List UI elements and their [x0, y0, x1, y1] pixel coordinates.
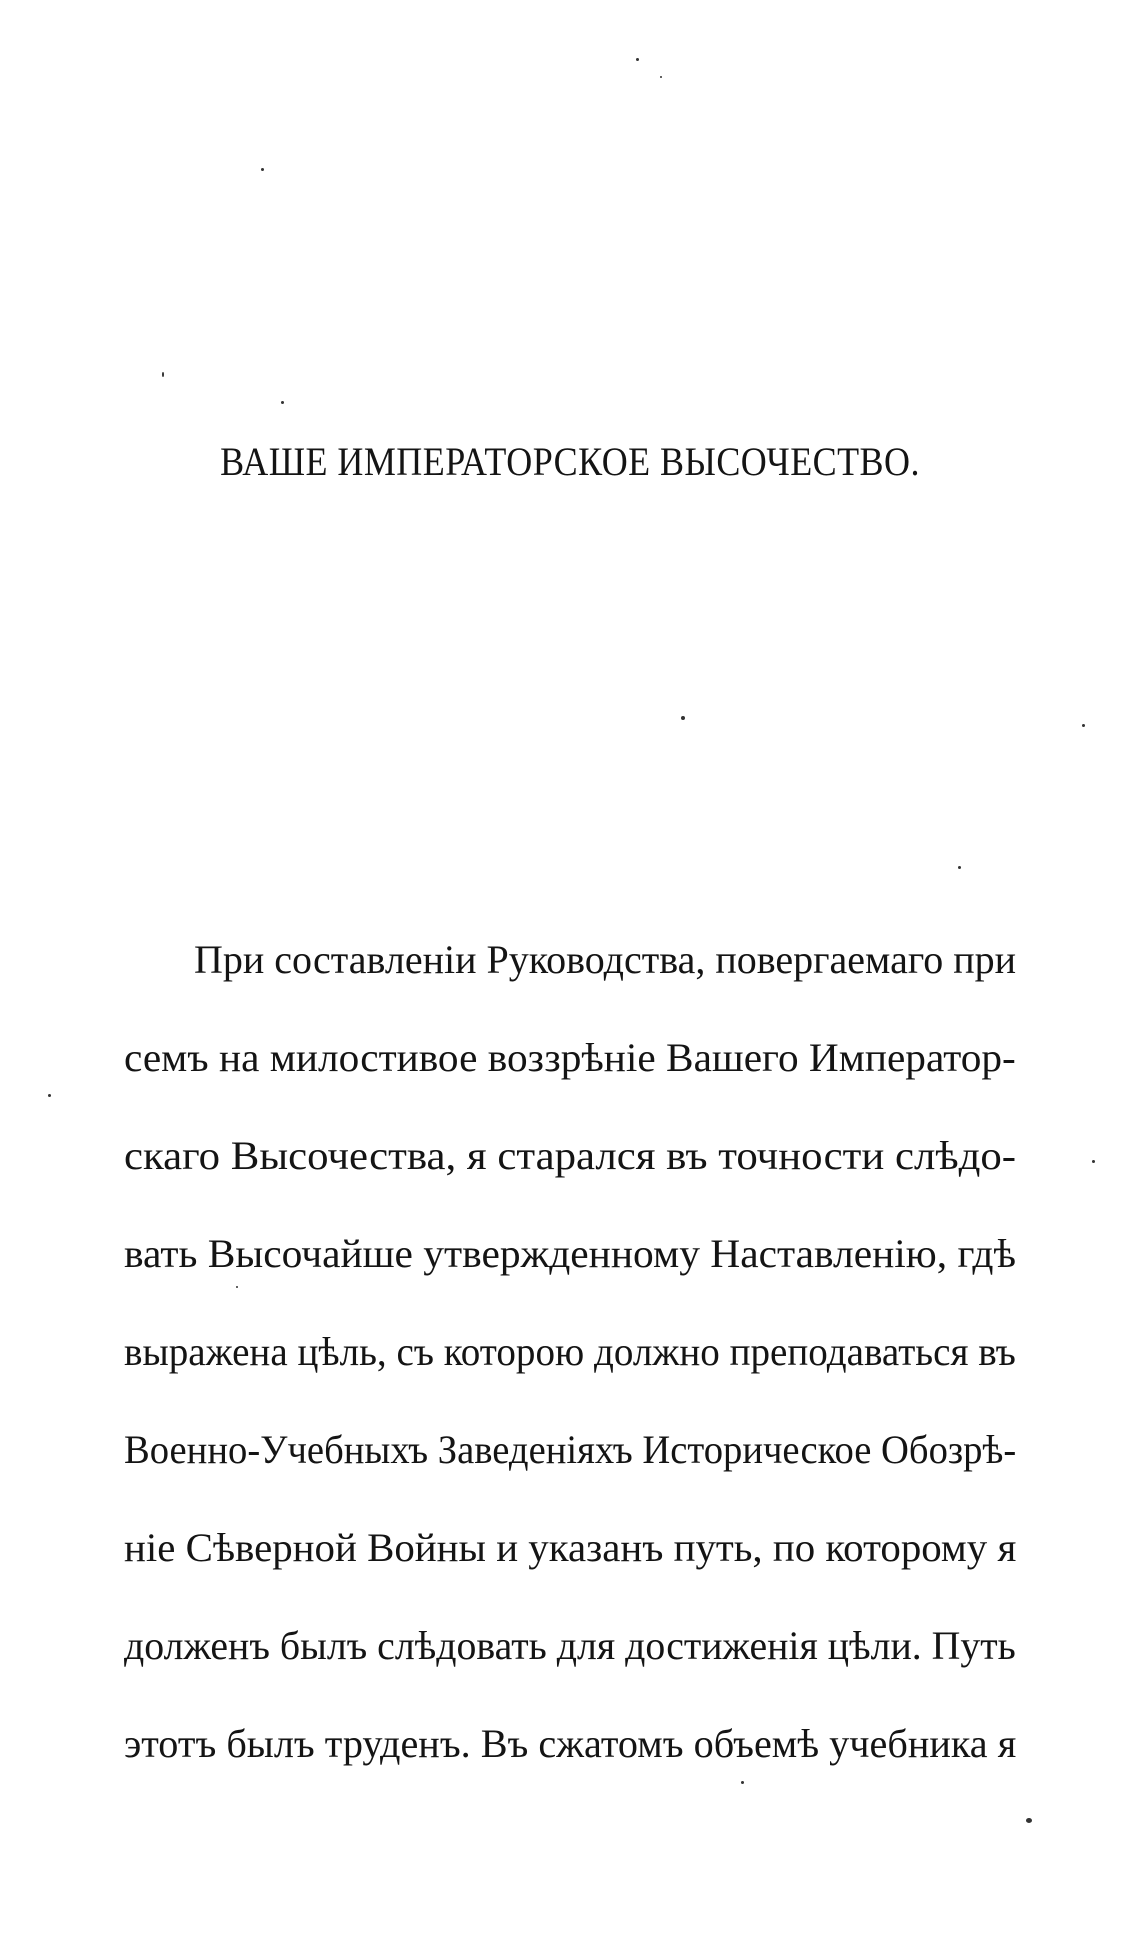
- text-line-content: При составленіи Руководства, повергаемаго при: [194, 937, 1017, 982]
- scan-speck: [236, 1286, 238, 1288]
- text-line-content: долженъ былъ слѣдовать для достиженія цѣли. Путь: [124, 1623, 1016, 1668]
- text-line-content: этотъ былъ труденъ. Въ сжатомъ объемѣ учебника я: [124, 1721, 1017, 1766]
- text-line-content: семъ на милостивое воззрѣніе Вашего Император-: [124, 1035, 1016, 1080]
- text-line: [124, 1518, 1016, 1616]
- text-line: [124, 1224, 1016, 1322]
- text-line: [124, 1028, 1016, 1126]
- text-line-content: выражена цѣль, съ которою должно преподаваться въ: [124, 1329, 1016, 1374]
- scan-speck: [261, 168, 264, 171]
- scan-speck: [1082, 724, 1085, 727]
- scan-speck: [636, 58, 639, 61]
- text-line: [124, 1420, 1016, 1518]
- scan-speck: [958, 866, 961, 869]
- text-line-content: ніе Сѣверной Войны и указанъ путь, по которому я: [124, 1525, 1017, 1570]
- text-line-content: скаго Высочества, я старался въ точности слѣдо-: [124, 1133, 1017, 1178]
- scan-speck: [1026, 1818, 1032, 1823]
- text-line: [124, 1616, 1016, 1714]
- scan-speck: [660, 76, 662, 78]
- scan-speck: [162, 372, 164, 377]
- scan-speck: [681, 716, 685, 720]
- page-heading: ВАШЕ ИМПЕРАТОРСКОЕ ВЫСОЧЕСТВО.: [220, 439, 920, 484]
- text-line: [124, 1714, 1016, 1812]
- scan-speck: [1092, 1160, 1095, 1163]
- scan-speck: [281, 401, 284, 404]
- scan-speck: [741, 1781, 744, 1784]
- text-line: [124, 1126, 1016, 1224]
- text-line-content: Военно-Учебныхъ Заведеніяхъ Историческое Обозрѣ-: [124, 1427, 1017, 1472]
- body-text: [124, 930, 1016, 1812]
- text-line-content: вать Высочайше утвержденному Наставленію, гдѣ: [124, 1231, 1016, 1276]
- text-line: [124, 1322, 1016, 1420]
- text-line: [124, 930, 1016, 1028]
- scan-speck: [48, 1094, 51, 1097]
